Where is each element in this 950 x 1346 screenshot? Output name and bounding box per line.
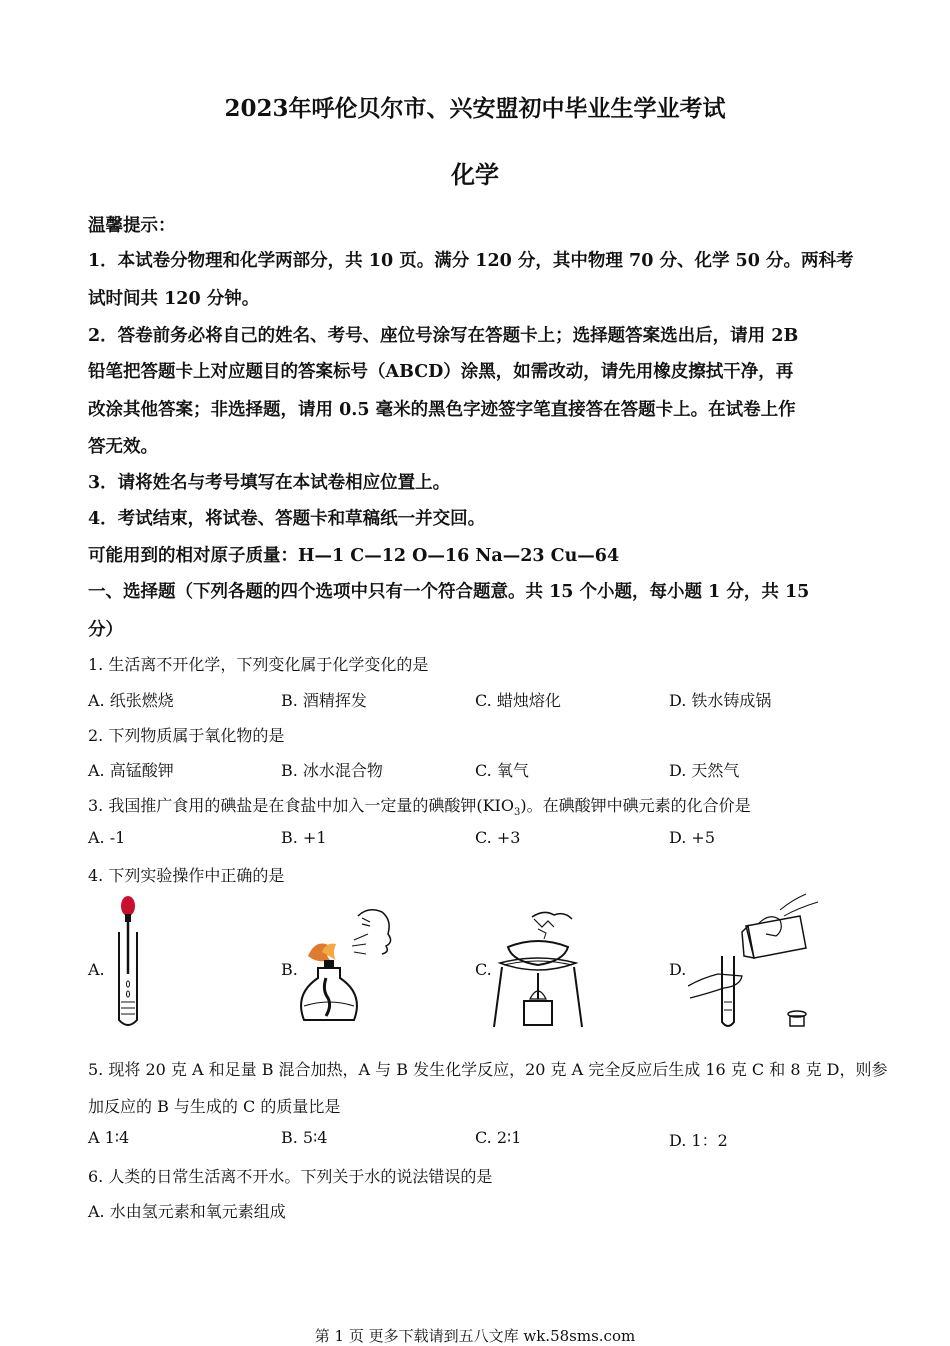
q2-option-c: C. 氧气: [475, 761, 529, 780]
q3-stem-before: 3. 我国推广食用的碘盐是在食盐中加入一定量的碘酸钾(KIO: [88, 796, 514, 815]
q2-option-b: B. 冰水混合物: [281, 761, 383, 780]
note-line: 4．考试结束，将试卷、答题卡和草稿纸一并交回。: [88, 509, 486, 529]
section-heading-cont: 分）: [88, 620, 123, 640]
q3-option-d: D. +5: [669, 828, 716, 847]
q4-option-a: A.: [88, 960, 105, 979]
subject-title: 化学: [451, 160, 499, 189]
question-3-stem: [88, 793, 868, 818]
q3-stem-after: )。在碘酸钾中碘元素的化合价是: [520, 796, 751, 815]
blowing-alcohol-lamp-figure: [296, 898, 406, 1033]
exam-title: 2023年呼伦贝尔市、兴安盟初中毕业生学业考试: [224, 95, 726, 122]
q3-option-c: C. +3: [475, 828, 521, 847]
q1-option-b: B. 酒精挥发: [281, 691, 367, 710]
note-line: 答无效。: [88, 437, 158, 457]
note-line: 3．请将姓名与考号填写在本试卷相应位置上。: [88, 473, 451, 493]
pouring-liquid-figure: [688, 890, 823, 1032]
page-footer: 第 1 页 更多下载请到五八文库 wk.58sms.com: [314, 1327, 636, 1345]
q4-option-c: C.: [475, 960, 492, 979]
question-1-stem: 1. 生活离不开化学，下列变化属于化学变化的是: [88, 655, 429, 674]
question-5-stem-cont: 加反应的 B 与生成的 C 的质量比是: [88, 1097, 341, 1116]
q1-option-a: A. 纸张燃烧: [88, 691, 174, 710]
q5-option-c: C. 2∶1: [475, 1128, 522, 1147]
q4-option-d: D.: [669, 960, 687, 979]
q5-option-b: B. 5∶4: [281, 1128, 328, 1147]
question-2-stem: 2. 下列物质属于氧化物的是: [88, 726, 285, 745]
q2-option-a: A. 高锰酸钾: [88, 761, 174, 780]
note-line: 试时间共 120 分钟。: [88, 289, 260, 309]
section-heading: 一、选择题（下列各题的四个选项中只有一个符合题意。共 15 个小题，每小题 1 分，共 15: [88, 582, 810, 602]
note-line: 铅笔把答题卡上对应题目的答案标号（ABCD）涂黑，如需改动，请先用橡皮擦拭干净，再: [88, 362, 794, 382]
q3-option-b: B. +1: [281, 828, 327, 847]
question-6-stem: 6. 人类的日常生活离不开水。下列关于水的说法错误的是: [88, 1167, 493, 1186]
note-line: 改涂其他答案；非选择题，请用 0.5 毫米的黑色字迹签字笔直接答在答题卡上。在试卷上作: [88, 400, 796, 420]
evaporating-dish-tripod-figure: [488, 905, 588, 1033]
q3-stem-subscript: 3: [514, 807, 521, 819]
q5-option-a: A 1∶4: [88, 1128, 130, 1147]
note-line: 2．答卷前务必将自己的姓名、考号、座位号涂写在答题卡上；选择题答案选出后，请用 2B: [88, 326, 799, 346]
q3-option-a: A. -1: [88, 828, 126, 847]
q2-option-d: D. 天然气: [669, 761, 740, 780]
q6-option-a: A. 水由氢元素和氧元素组成: [88, 1202, 286, 1221]
question-5-stem: 5. 现将 20 克 A 和足量 B 混合加热，A 与 B 发生化学反应，20 克 A 完全反应后生成 16 克 C 和 8 克 D，则参: [88, 1060, 888, 1079]
atomic-masses: 可能用到的相对原子质量：H—1 C—12 O—16 Na—23 Cu—64: [88, 546, 620, 566]
q4-option-b: B.: [281, 960, 298, 979]
q1-option-d: D. 铁水铸成锅: [669, 691, 772, 710]
dropper-in-test-tube-figure: [108, 892, 152, 1032]
question-4-stem: 4. 下列实验操作中正确的是: [88, 866, 285, 885]
notes-heading: 温馨提示：: [88, 216, 176, 236]
note-line: 1．本试卷分物理和化学两部分，共 10 页。满分 120 分，其中物理 70 分、化学 50 分。两科考: [88, 251, 854, 271]
q1-option-c: C. 蜡烛熔化: [475, 691, 561, 710]
q5-option-d: D. 1：2: [669, 1131, 728, 1150]
